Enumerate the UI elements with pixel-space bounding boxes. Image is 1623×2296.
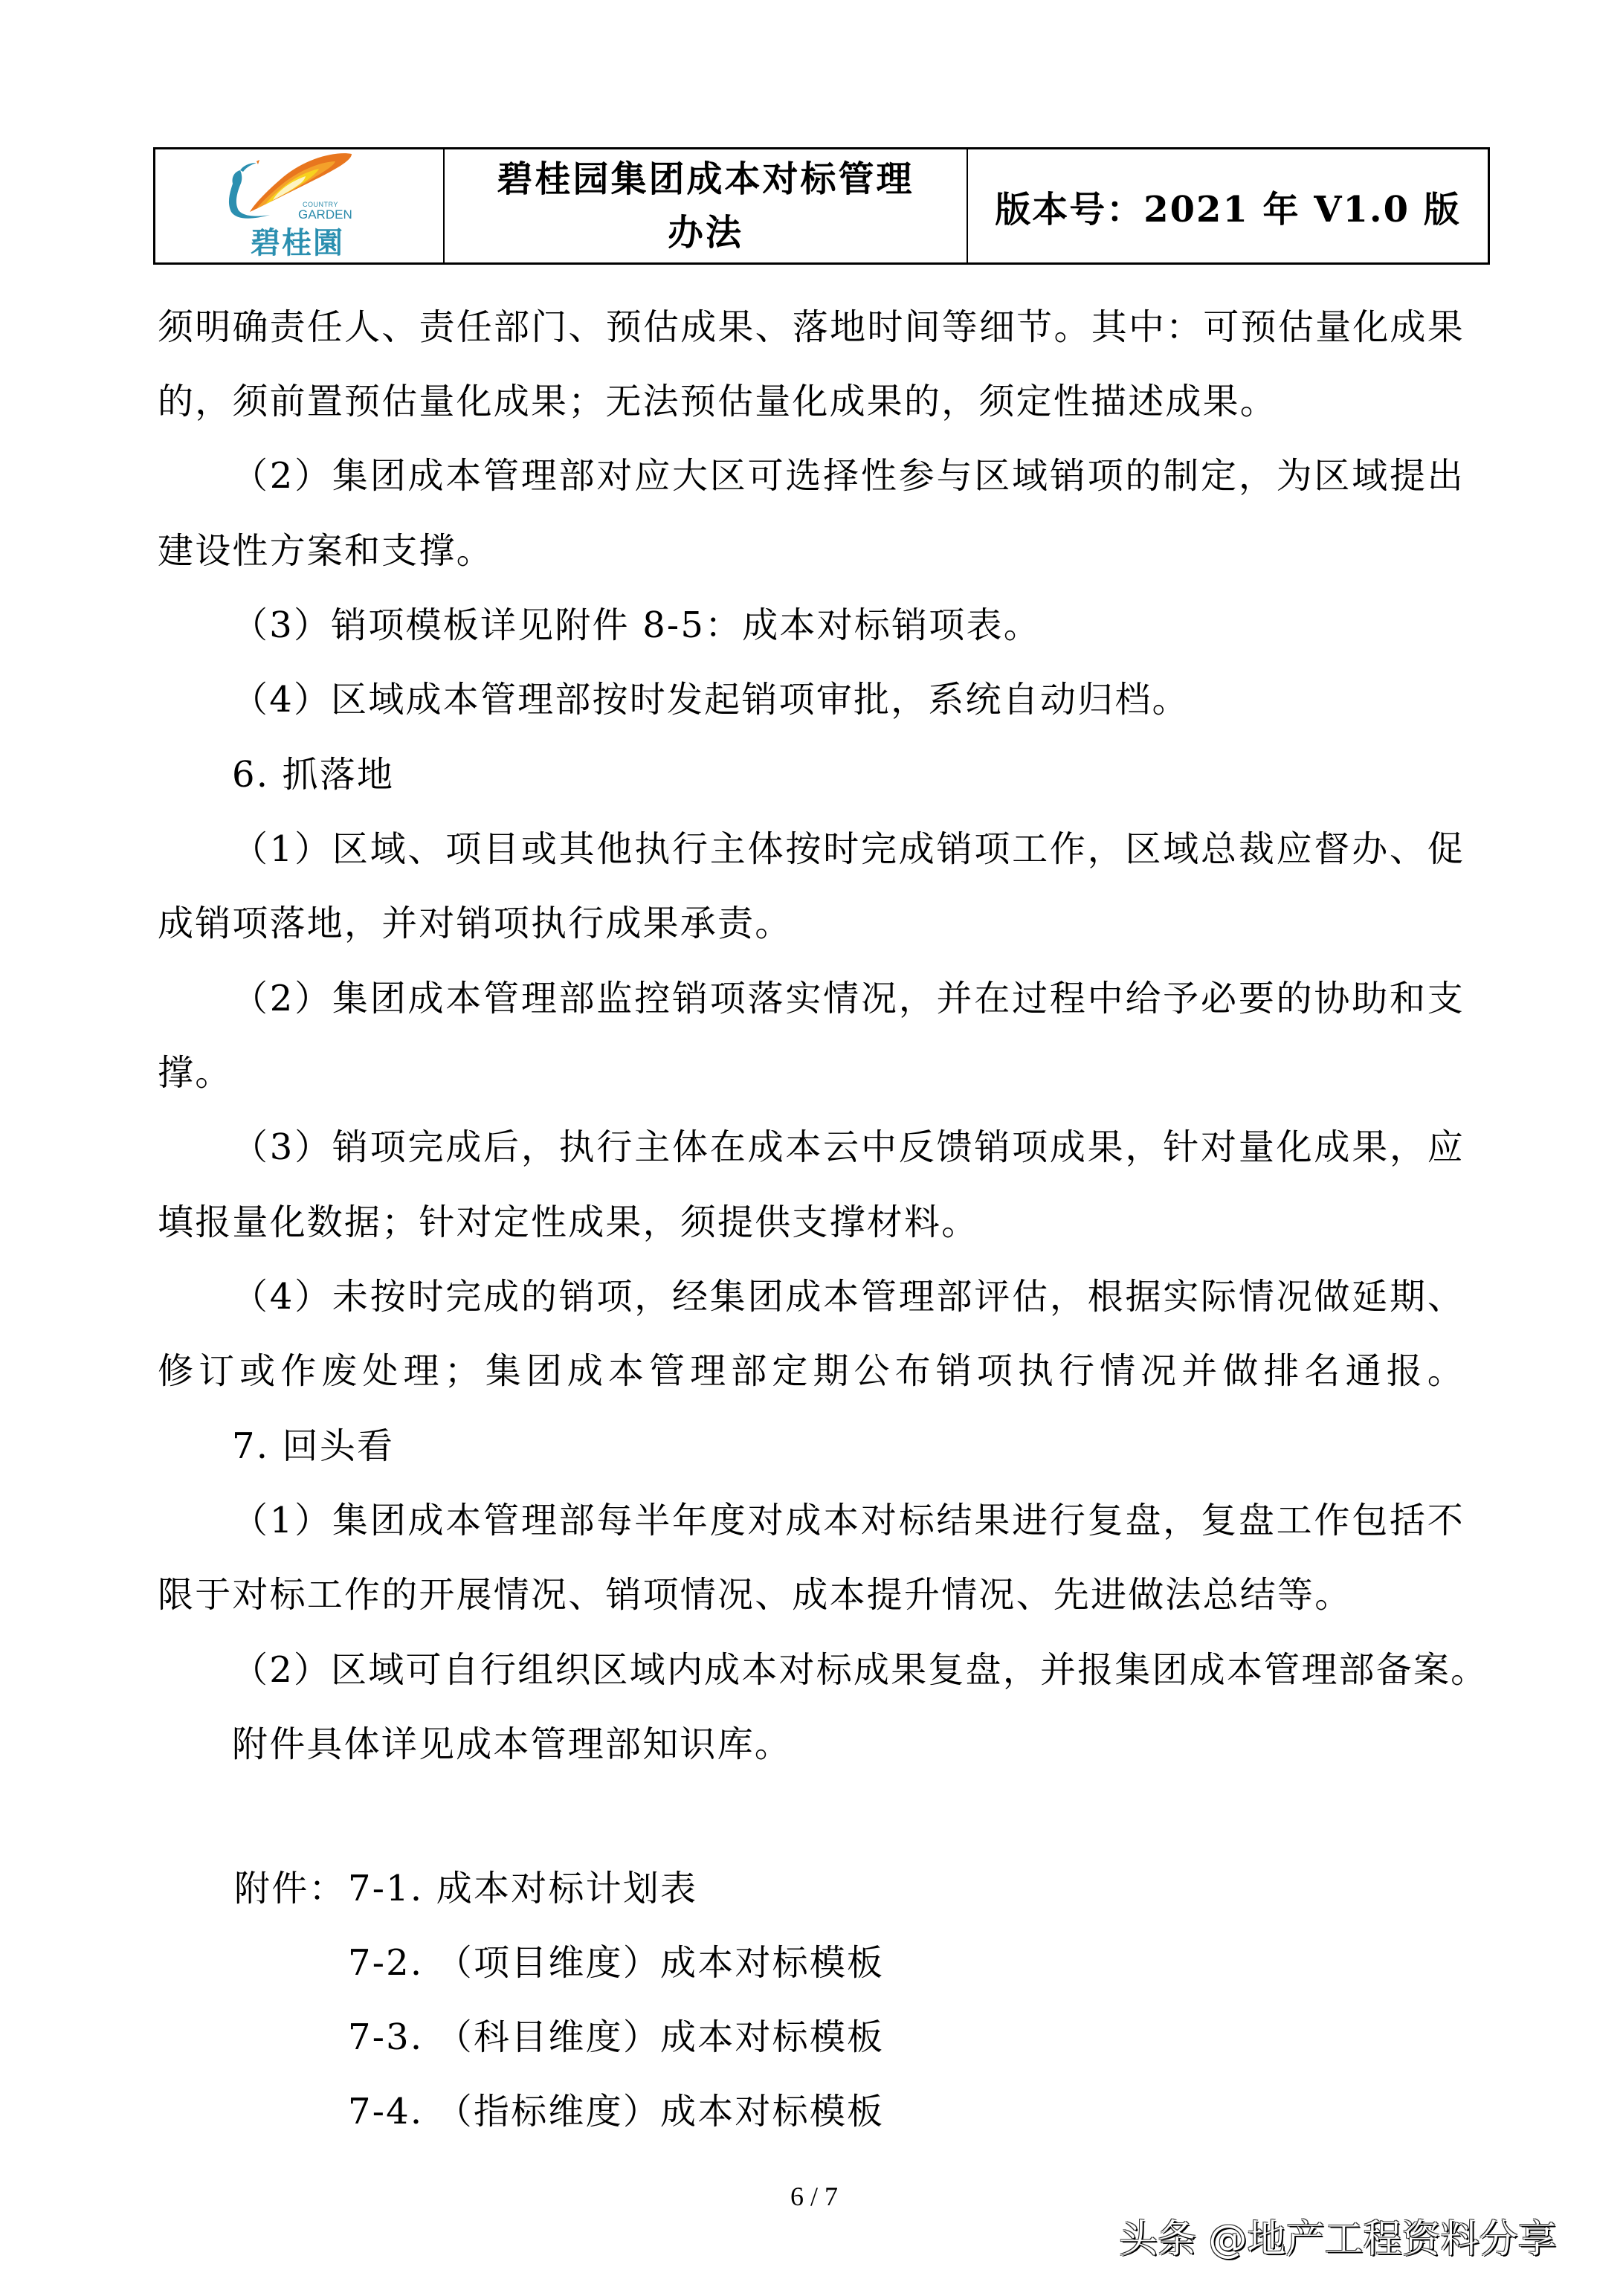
document-title-line2: 办法 xyxy=(667,212,743,254)
body-line: 修订或作废处理；集团成本管理部定期公布销项执行情况并做排名通报。 xyxy=(158,1350,1465,1392)
body-line: 附件具体详见成本管理部知识库。 xyxy=(232,1723,793,1765)
attachment-item: 7-4. （指标维度）成本对标模板 xyxy=(348,2091,885,2132)
body-line: 的，须前置预估量化成果；无法预估量化成果的，须定性描述成果。 xyxy=(158,381,1278,422)
watermark-text: 头条 @地产工程资料分享 xyxy=(1119,2217,1557,2262)
attachment-item: 7-3. （科目维度）成本对标模板 xyxy=(348,2016,885,2058)
logo-text-chinese: 碧桂園 xyxy=(251,226,344,260)
body-line: （1）集团成本管理部每半年度对成本对标结果进行复盘，复盘工作包括不 xyxy=(232,1500,1465,1541)
body-line: （2）集团成本管理部监控销项落实情况，并在过程中给予必要的协助和支 xyxy=(232,978,1465,1019)
logo-text-country: COUNTRY xyxy=(303,201,338,208)
version-cell xyxy=(968,149,1488,262)
body-line: （4）未按时完成的销项，经集团成本管理部评估，根据实际情况做延期、 xyxy=(232,1276,1465,1318)
country-garden-logo xyxy=(224,151,355,262)
logo-text-garden: GARDEN xyxy=(298,207,352,222)
body-line: 成销项落地，并对销项执行成果承责。 xyxy=(158,903,793,944)
body-line: （2）集团成本管理部对应大区可选择性参与区域销项的制定，为区域提出 xyxy=(232,455,1465,497)
body-line: （1）区域、项目或其他执行主体按时完成销项工作，区域总裁应督办、促 xyxy=(232,828,1465,870)
body-line: 撑。 xyxy=(158,1052,233,1094)
body-line: （4）区域成本管理部按时发起销项审批，系统自动归档。 xyxy=(232,679,1190,720)
attachment-item: 7-1. 成本对标计划表 xyxy=(348,1868,698,1909)
body-line: 填报量化数据；针对定性成果，须提供支撑材料。 xyxy=(158,1202,979,1243)
document-title-cell xyxy=(445,149,968,262)
logo-cell xyxy=(155,149,445,262)
body-line: 建设性方案和支撑。 xyxy=(158,530,494,572)
body-line: （3）销项模板详见附件 8-5：成本对标销项表。 xyxy=(232,604,1041,646)
attachment-item: 7-2. （项目维度）成本对标模板 xyxy=(348,1942,885,1984)
attachments-label: 附件： xyxy=(234,1868,346,1909)
section-heading: 6. 抓落地 xyxy=(232,754,395,796)
document-title-line1: 碧桂园集团成本对标管理 xyxy=(497,158,914,200)
body-line: （3）销项完成后，执行主体在成本云中反馈销项成果，针对量化成果，应 xyxy=(232,1126,1465,1168)
page-number: 6 / 7 xyxy=(790,2181,838,2211)
body-line: （2）区域可自行组织区域内成本对标成果复盘，并报集团成本管理部备案。 xyxy=(232,1649,1488,1691)
body-line: 限于对标工作的开展情况、销项情况、成本提升情况、先进做法总结等。 xyxy=(158,1574,1352,1616)
document-header-table xyxy=(153,147,1490,265)
section-heading: 7. 回头看 xyxy=(232,1425,395,1467)
body-line: 须明确责任人、责任部门、预估成果、落地时间等细节。其中：可预估量化成果 xyxy=(158,306,1465,348)
version-label: 版本号：2021 年 V1.0 版 xyxy=(995,188,1461,230)
